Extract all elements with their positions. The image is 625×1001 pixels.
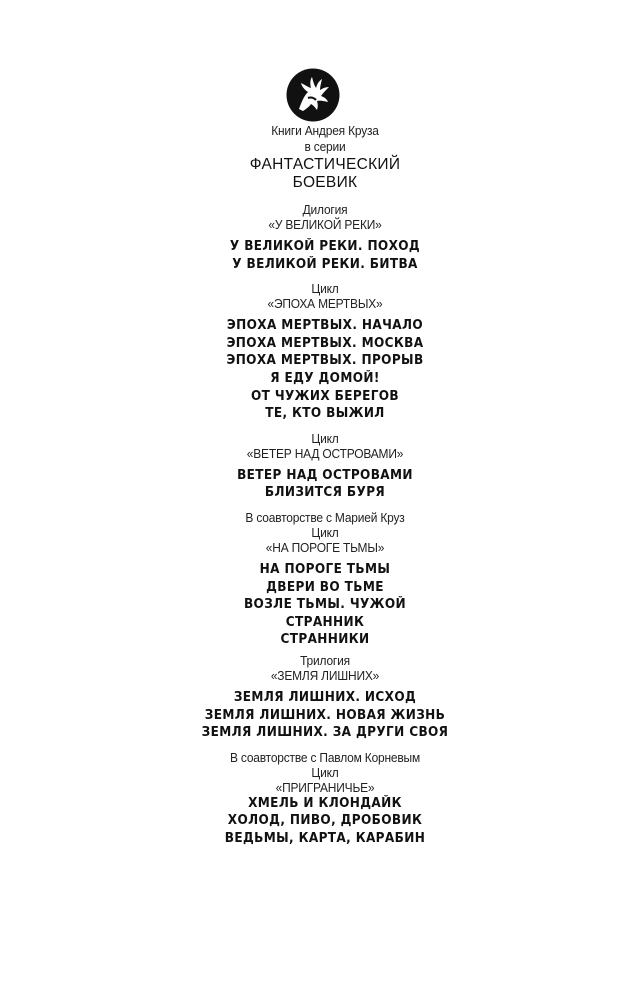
book-title: БЛИЗИТСЯ БУРЯ: [264, 485, 386, 501]
book-title: ЭПОХА МЕРТВЫХ. НАЧАЛО: [226, 318, 424, 334]
cycle-kind: Цикл: [311, 281, 339, 297]
book-title: ЗЕМЛЯ ЛИШНИХ. НОВАЯ ЖИЗНЬ: [204, 707, 446, 723]
book-title: ТЕ, КТО ВЫЖИЛ: [265, 406, 385, 422]
title-list: [0, 561, 625, 649]
cycle-heading: [0, 281, 625, 311]
series-list: [0, 123, 625, 855]
book-title: ЭПОХА МЕРТВЫХ. МОСКВА: [226, 335, 424, 351]
title-list: [0, 467, 625, 502]
book-title: СТРАННИК: [285, 614, 365, 630]
series-name-line-1: ФАНТАСТИЧЕСКИЙ: [249, 156, 401, 173]
cycle-kind: Цикл: [311, 764, 339, 780]
cycle-heading: [0, 653, 625, 683]
book-title: СТРАННИКИ: [280, 632, 370, 648]
title-list: [0, 689, 625, 742]
book-title: ЗЕМЛЯ ЛИШНИХ. ЗА ДРУГИ СВОЯ: [201, 725, 449, 741]
series-header: [0, 123, 625, 192]
cycle-kind: Трилогия: [300, 652, 350, 668]
cycle-kind: Цикл: [311, 524, 339, 540]
cycle-name: «ЗЕМЛЯ ЛИШНИХ»: [270, 667, 380, 683]
cycle-name: «НА ПОРОГЕ ТЬМЫ»: [265, 539, 385, 555]
series-name-line-2: БОЕВИК: [292, 174, 358, 191]
cycle-name: «У ВЕЛИКОЙ РЕКИ»: [268, 217, 382, 232]
stylized-hand-emblem-icon: [286, 68, 340, 122]
cycle-heading: [0, 510, 625, 555]
cycle-name: «ВЕТЕР НАД ОСТРОВАМИ»: [246, 445, 404, 461]
cycle-kind: Цикл: [311, 430, 339, 446]
cycle-heading: [0, 750, 625, 795]
cycle-name: «ПРИГРАНИЧЬЕ»: [275, 779, 375, 795]
series-intro: в серии: [304, 139, 346, 154]
book-title: ХОЛОД, ПИВО, ДРОБОВИК: [227, 813, 423, 829]
coauthor-note: В соавторстве с Павлом Корневым: [229, 749, 421, 765]
author-line: Книги Андрея Круза: [271, 123, 379, 138]
cycle-name: «ЭПОХА МЕРТВЫХ»: [267, 296, 383, 312]
book-title: ЭПОХА МЕРТВЫХ. ПРОРЫВ: [226, 353, 424, 369]
book-title: Я ЕДУ ДОМОЙ!: [270, 370, 380, 386]
book-title: ВОЗЛЕ ТЬМЫ. ЧУЖОЙ: [243, 597, 407, 613]
book-title: ХМЕЛЬ И КЛОНДАЙК: [248, 795, 402, 811]
book-title: ВЕДЬМЫ, КАРТА, КАРАБИН: [224, 830, 426, 846]
book-title: ДВЕРИ ВО ТЬМЕ: [266, 579, 384, 595]
cycle-kind: Дилогия: [302, 202, 348, 217]
title-list: [0, 795, 625, 848]
book-title: ЗЕМЛЯ ЛИШНИХ. ИСХОД: [233, 689, 417, 705]
title-list: [0, 238, 625, 273]
title-list: [0, 317, 625, 423]
coauthor-note: В соавторстве с Марией Круз: [245, 509, 405, 525]
book-title: ВЕТЕР НАД ОСТРОВАМИ: [237, 467, 413, 483]
book-title: НА ПОРОГЕ ТЬМЫ: [259, 561, 391, 577]
book-title: У ВЕЛИКОЙ РЕКИ. ПОХОД: [229, 239, 421, 254]
book-title: У ВЕЛИКОЙ РЕКИ. БИТВА: [232, 256, 418, 272]
cycle-heading: [0, 202, 625, 232]
book-title: ОТ ЧУЖИХ БЕРЕГОВ: [250, 388, 400, 404]
cycle-heading: [0, 431, 625, 461]
